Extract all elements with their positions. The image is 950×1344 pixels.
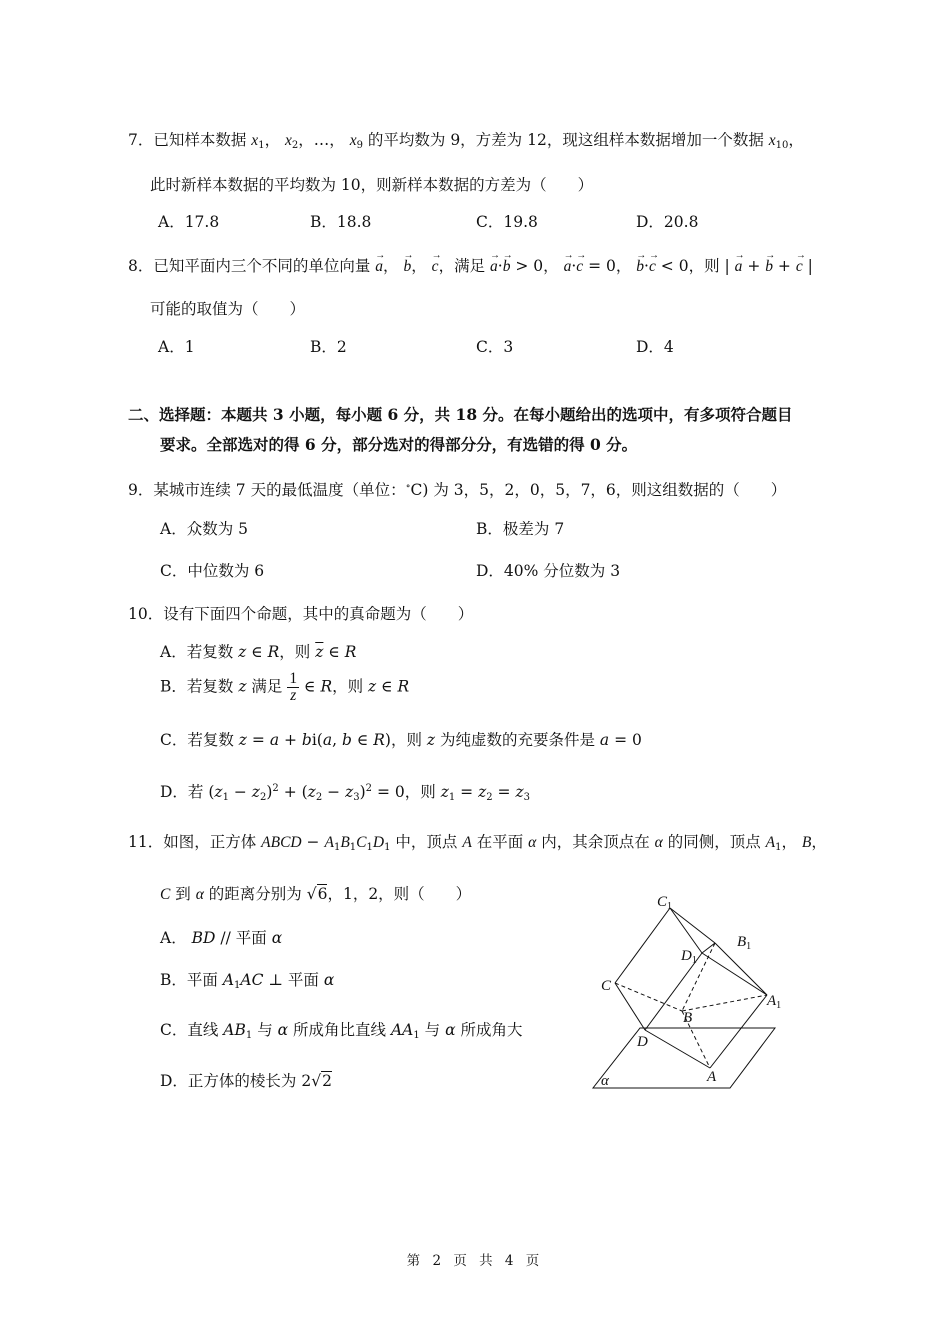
q9-stem: 9．某城市连续 7 天的最低温度（单位：∘C) 为 3，5，2，0，5，7，6，则这组数据的（ ） (128, 481, 787, 499)
section2-heading-line2: 要求。全部选对的得 6 分，部分选对的得部分分，有选错的得 0 分。 (160, 435, 638, 454)
q7-option-a: A．17.8 (158, 213, 220, 231)
label-d1: $D_1$ (681, 948, 697, 966)
q7-option-d: D．20.8 (636, 213, 699, 231)
plane-alpha (593, 1028, 775, 1088)
q7-stem-line1: 7．已知样本数据 $x_1$， $x_2$，…， $x_9$ 的平均数为 9，方差为 12，现这组样本数据增加一个数据 $x_{10}$， (128, 131, 804, 151)
label-c: C (601, 978, 612, 994)
q8-option-a: A．1 (158, 338, 195, 356)
q10-option-b: B．若复数 z 满足 $\frac{1}{z}$ ∈ R，则 z ∈ R (160, 670, 410, 704)
q10-stem: 10．设有下面四个命题，其中的真命题为（ ） (128, 605, 474, 623)
q11-option-b: B．平面 $A_1AC$ ⊥ 平面 α (160, 971, 335, 991)
q10-option-a: A．若复数 z ∈ R，则 $\overline{z}$ ∈ R (160, 643, 357, 661)
q10-option-d: D．若 $(z_1 - z_2)^2 + (z_2 - z_3)^2 = 0$，则 $z_1 = z_2 = z_3$ (160, 783, 531, 803)
q7-stem-line2: 此时新样本数据的平均数为 10，则新样本数据的方差为（ ） (150, 176, 594, 194)
q9-option-c: C．中位数为 6 (160, 562, 265, 580)
q11-stem-line2: C 到 α 的距离分别为 √6，1，2，则（ ） (160, 885, 472, 903)
q10-option-c: C．若复数 z = a + bi(a, b ∈ R)，则 z 为纯虚数的充要条件是 a = 0 (160, 731, 642, 749)
q9-option-b: B．极差为 7 (476, 520, 565, 538)
q11-stem-line1: 11．如图，正方体 ABCD − $A_1B_1C_1D_1$ 中，顶点 A 在平面 α 内，其余顶点在 α 的同侧，顶点 $A_1$， B， (128, 833, 827, 853)
q8-stem-line2: 可能的取值为（ ） (150, 300, 306, 318)
page-footer: 第 2 页 共 4 页 (406, 1253, 544, 1269)
label-a1: $A_1$ (767, 993, 782, 1011)
cube-plane-figure (585, 888, 785, 1093)
label-b: B (683, 1010, 693, 1026)
q8-option-d: D．4 (636, 338, 674, 356)
label-alpha: α (601, 1073, 609, 1089)
q11-option-c: C．直线 $AB_1$ 与 α 所成角比直线 $AA_1$ 与 α 所成角大 (160, 1021, 523, 1041)
q9-option-d: D．40% 分位数为 3 (476, 562, 621, 580)
q8-stem-line1: 8．已知平面内三个不同的单位向量 → a， → b， → c，满足 → a·→ b > 0， → a·→ c = 0， → b·→ c < 0，则 | → a + → b + → c | (128, 256, 813, 277)
q8-option-b: B．2 (310, 338, 347, 356)
q11-option-a: A． BD // 平面 α (160, 929, 283, 947)
label-c1: $C_1$ (657, 894, 673, 912)
label-a: A (707, 1069, 717, 1085)
q8-option-c: C．3 (476, 338, 514, 356)
q11-option-d: D．正方体的棱长为 2√2 (160, 1072, 332, 1090)
q9-option-a: A．众数为 5 (160, 520, 248, 538)
label-d: D (637, 1034, 648, 1050)
q7-option-c: C．19.8 (476, 213, 538, 231)
label-b1: $B_1$ (737, 934, 752, 952)
q7-option-b: B．18.8 (310, 213, 372, 231)
section2-heading-line1: 二、选择题：本题共 3 小题，每小题 6 分，共 18 分。在每小题给出的选项中，有多项符合题目 (128, 405, 793, 424)
